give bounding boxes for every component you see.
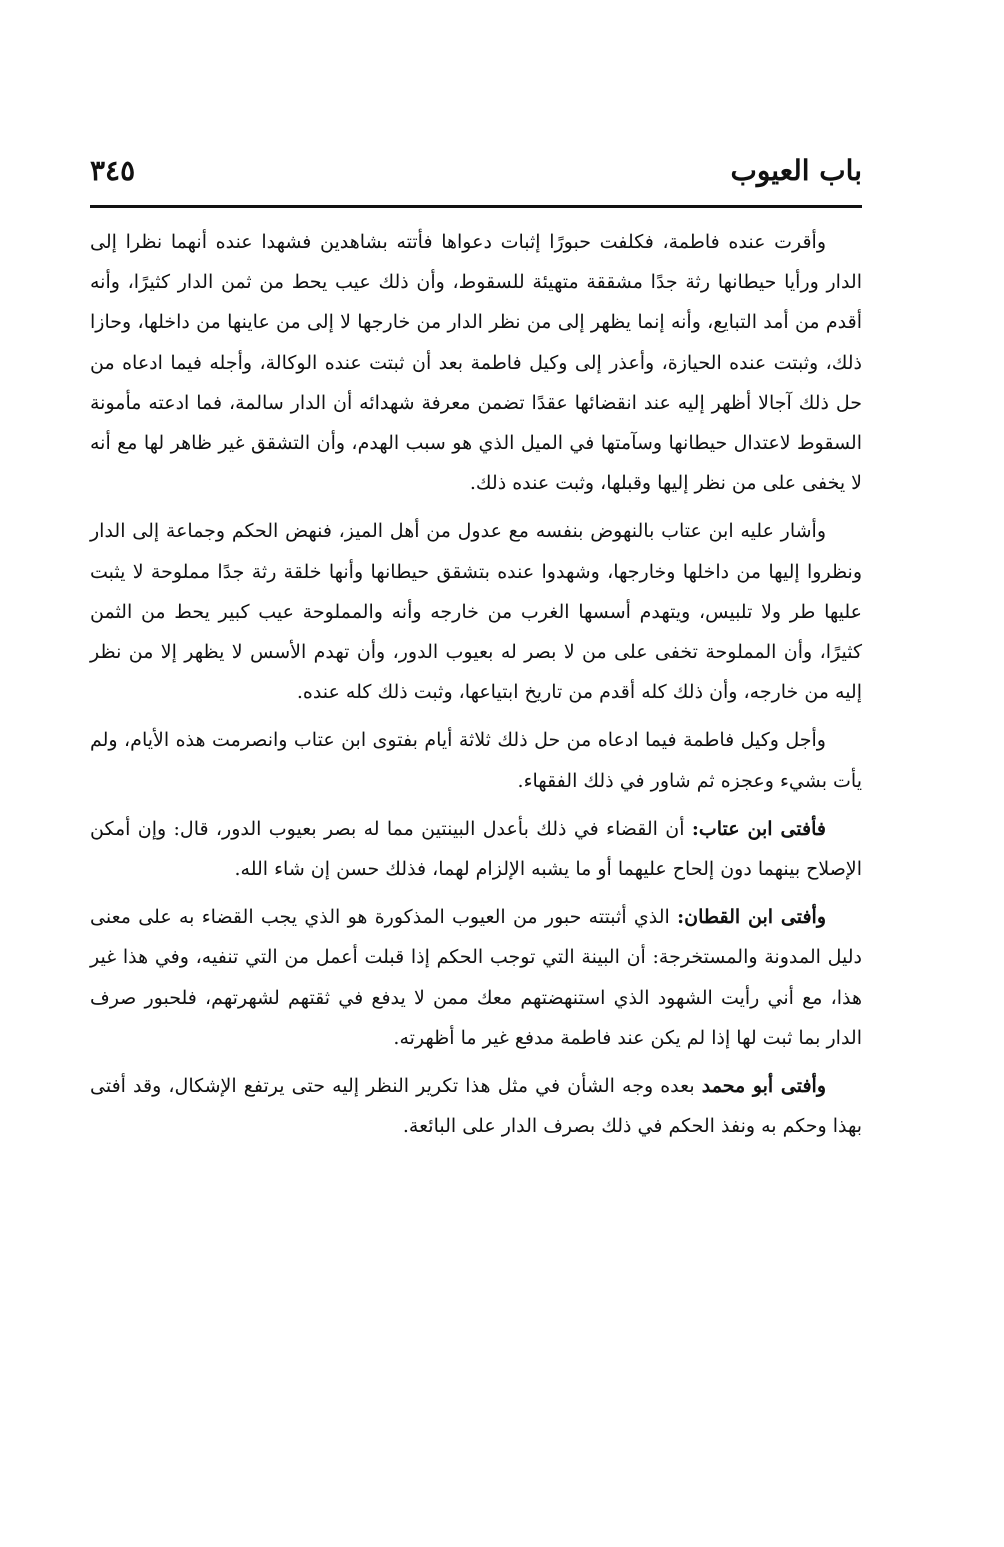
paragraph-text: بعده وجه الشأن في مثل هذا تكرير النظر إليه حتى يرتفع الإشكال، وقد أفتى بهذا وحكم به ونفذ الحكم في ذلك بصرف الدار على البائعة. xyxy=(90,1075,862,1138)
fatwa-lead-abu-muhammad: وأفتى أبو محمد xyxy=(701,1075,826,1098)
header-divider xyxy=(90,205,862,208)
paragraph-3 xyxy=(90,720,862,800)
paragraph-text: الذي أثبتته حبور من العيوب المذكورة هو الذي يجب القضاء به على معنى دليل المدونة والمستخرجة: أن البينة التي توجب الحكم إذا قبلت أعمل من التي تنفيه، وفي هذا غير هذا، مع أني رأيت الشهود الذي استنهضتهم معك ممن لا يدفع في ثقتهم لشهرتهم، فلحبور صرف الدار بما ثبت لها إذا لم يكن عند فاطمة مدفع غير ما أظهرته. xyxy=(90,906,862,1049)
paragraph-text: وأشار عليه ابن عتاب بالنهوض بنفسه مع عدول من أهل الميز، فنهض الحكم وجماعة إلى الدار ونظروا إليها من داخلها وخارجها، وشهدوا عنده بتشقق حيطانها وأنها خلقة رثة جدًا مملوحة لا يثبت عليها طر ولا تلبيس، ويتهدم أسسها الغرب من خارجه وأنه والمملوحة عيب كبير يحط من الثمن كثيرًا، وأن المملوحة تخفى على من لا بصر له بعيوب الدور، وأن تهدم الأسس لا يظهر إلا من نظر إليه من خارجه، وأن ذلك كله أقدم من تاريخ ابتياعها، وثبت ذلك كله عنده. xyxy=(90,520,862,704)
paragraph-5 xyxy=(90,897,862,1058)
page-number: ٣٤٥ xyxy=(90,154,136,187)
chapter-title: باب العيوب xyxy=(730,154,862,187)
fatwa-lead-ibn-alqattan: وأفتى ابن القطان: xyxy=(677,906,826,929)
paragraph-6 xyxy=(90,1066,862,1146)
paragraph-4 xyxy=(90,809,862,889)
paragraph-2 xyxy=(90,511,862,712)
body-text xyxy=(90,222,862,1154)
paragraph-text: أن القضاء في ذلك بأعدل البينتين مما له بصر بعيوب الدور، قال: وإن أمكن الإصلاح بينهما دون إلحاح عليهما أو ما يشبه الإلزام لهما، فذلك حسن إن شاء الله. xyxy=(90,817,862,881)
paragraph-text: وأجل وكيل فاطمة فيما ادعاه من حل ذلك ثلاثة أيام بفتوى ابن عتاب وانصرمت هذه الأيام، ولم يأت بشيء وعجزه ثم شاور في ذلك الفقهاء. xyxy=(90,729,862,792)
paragraph-text: وأقرت عنده فاطمة، فكلفت حبورًا إثبات دعواها فأتته بشاهدين فشهدا عنده أنهما نظرا إلى الدار ورأيا حيطانها رثة جدًا مشققة متهيئة للسقوط، وأن ذلك عيب يحط من ثمن الدار كثيرًا، وأنه أقدم من أمد التبايع، وأنه إنما يظهر إلى من نظر الدار من خارجها لا إلى من عاينها من داخلها، وحازا ذلك، وثبتت عنده الحيازة، وأعذر إلى وكيل فاطمة بعد أن ثبتت عنده الوكالة، وأجله فيما ادعاه من حل ذلك آجالا أظهر إليه عند انقضائها عقدًا تضمن معرفة شهدائه أن الدار سالمة، فما ادعته مأمونة السقوط لاعتدال حيطانها وسآمتها في الميل الذي هو سبب الهدم، وأن التشقق غير ظاهر لها مع أنه لا يخفى على من نظر إليها وقبلها، وثبت عنده ذلك. xyxy=(90,231,862,495)
paragraph-1 xyxy=(90,222,862,503)
fatwa-lead-ibn-attab: فأفتى ابن عتاب: xyxy=(691,817,826,840)
page-header xyxy=(90,150,862,202)
